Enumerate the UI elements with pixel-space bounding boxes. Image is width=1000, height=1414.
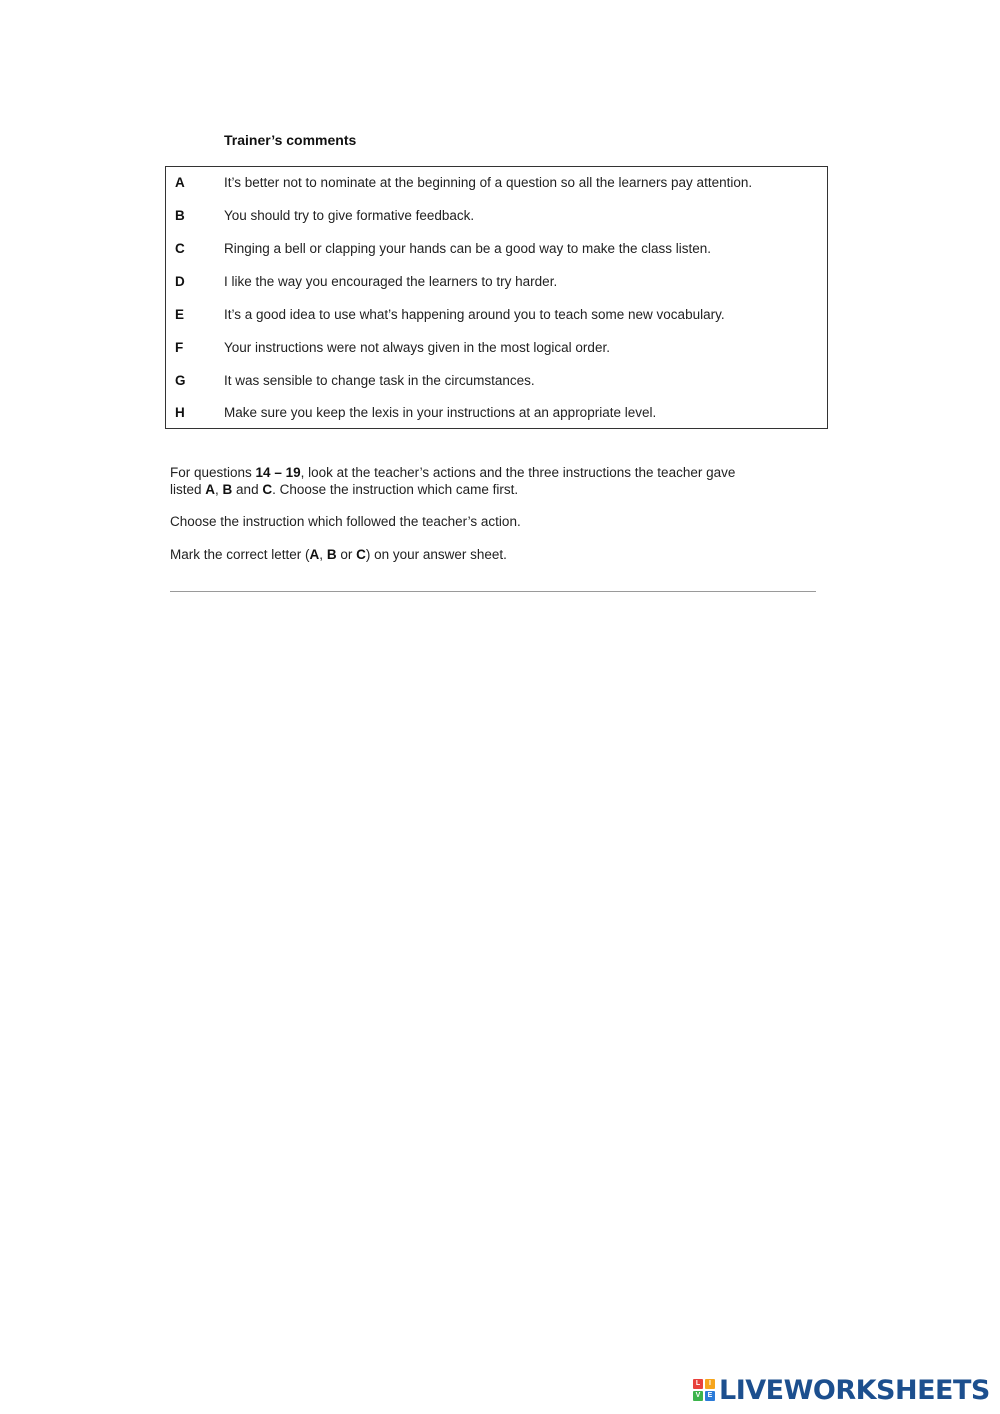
- horizontal-divider: [170, 591, 816, 592]
- option-letter: C: [356, 547, 366, 562]
- brand-name: LIVEWORKSHEETS: [719, 1374, 990, 1406]
- comment-text: I like the way you encouraged the learners to try harder.: [224, 274, 558, 289]
- comment-letter: F: [175, 340, 184, 355]
- instruction-paragraph-2: Choose the instruction which followed the teacher’s action.: [170, 514, 521, 529]
- text-span: ,: [215, 482, 223, 497]
- text-span: ,: [319, 547, 327, 562]
- option-letter: A: [205, 482, 216, 497]
- option-letter: B: [326, 547, 337, 562]
- text-span: listed: [170, 482, 206, 497]
- comment-row: [166, 371, 827, 391]
- comment-text: It’s better not to nominate at the beginning of a question so all the learners pay attention.: [224, 175, 753, 190]
- text-span: Mark the correct letter (: [170, 547, 310, 562]
- text-span: ) on your answer sheet.: [365, 547, 507, 562]
- comment-row: [166, 305, 827, 325]
- comment-row: [166, 239, 827, 259]
- logo-tile: V: [693, 1391, 703, 1401]
- liveworksheets-logo[interactable]: [693, 1375, 990, 1405]
- comment-row: [166, 272, 827, 292]
- comment-text: It’s a good idea to use what’s happening around you to teach some new vocabulary.: [224, 307, 725, 322]
- comment-text: Ringing a bell or clapping your hands can be a good way to make the class listen.: [224, 241, 712, 256]
- comment-row: [166, 338, 827, 358]
- text-span: , look at the teacher’s actions and the three instructions the teacher gave: [300, 465, 736, 480]
- section-heading: Trainer’s comments: [224, 132, 357, 148]
- option-letter: A: [309, 547, 320, 562]
- text-span: and: [232, 482, 263, 497]
- text-span: or: [336, 547, 357, 562]
- comment-letter: C: [175, 241, 185, 256]
- comment-row: [166, 173, 827, 193]
- comment-row: [166, 206, 827, 226]
- comment-text: Make sure you keep the lexis in your instructions at an appropriate level.: [224, 405, 657, 420]
- text-span: . Choose the instruction which came first.: [272, 482, 519, 497]
- comment-letter: D: [175, 274, 185, 289]
- comment-row: [166, 403, 827, 423]
- comment-letter: H: [175, 405, 185, 420]
- logo-tile: E: [705, 1391, 715, 1401]
- comment-text: Your instructions were not always given in the most logical order.: [224, 340, 610, 355]
- comment-letter: E: [175, 307, 185, 322]
- logo-icon: [693, 1379, 715, 1401]
- question-range: 14 – 19: [255, 465, 301, 480]
- instruction-line: [170, 464, 735, 481]
- option-letter: C: [262, 482, 273, 497]
- trainer-comments-box: [165, 166, 828, 429]
- instruction-paragraph-1: [170, 464, 735, 498]
- comment-text: You should try to give formative feedback.: [224, 208, 475, 223]
- text-span: For questions: [170, 465, 256, 480]
- comment-text: It was sensible to change task in the circumstances.: [224, 373, 535, 388]
- logo-tile: I: [705, 1379, 715, 1389]
- comment-letter: A: [175, 175, 185, 190]
- comment-letter: B: [175, 208, 185, 223]
- instruction-line: [170, 481, 735, 498]
- option-letter: B: [222, 482, 233, 497]
- comment-letter: G: [175, 373, 186, 388]
- instruction-paragraph-3: [170, 546, 507, 563]
- logo-tile: L: [693, 1379, 703, 1389]
